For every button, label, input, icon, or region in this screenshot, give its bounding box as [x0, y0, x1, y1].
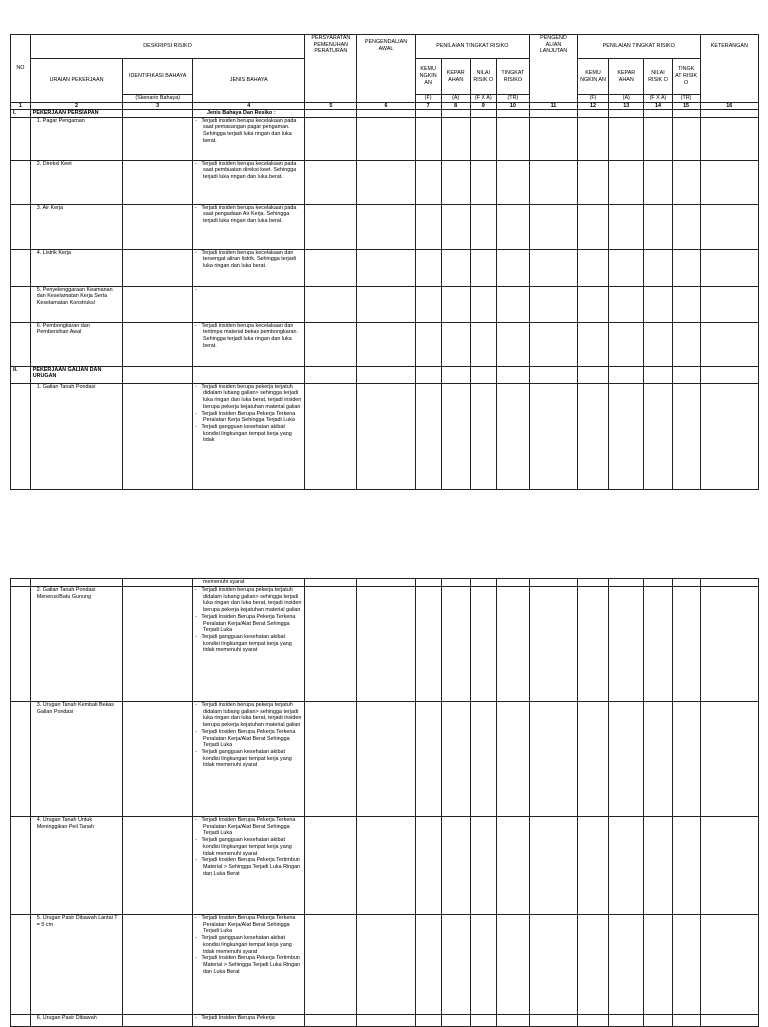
col-number: 5: [305, 103, 357, 110]
hazard-text: Terjadi insiden berupa kecelakaan pada saat pembuatan direksi keet. Sehingga terjadi luka ringan dan luka berat.: [201, 160, 297, 181]
col-number: 14: [644, 103, 672, 110]
header-a-2: (A): [609, 95, 644, 103]
table-row: 6. Urugan Pasir Dibawah - Terjadi Insiden Berupa Pekerja: [11, 1015, 759, 1027]
hazard-text: Terjadi gangguan kesehatan akibat kondisi lingkungan tempat kerja yang tidak memenuhi syarat: [201, 837, 292, 857]
header-tingkat-risiko: TINGKAT RISIKO: [496, 59, 529, 95]
header-keterangan: KETERANGAN: [700, 35, 758, 103]
hazard-text: -: [195, 286, 197, 293]
work-item: 2. Direksi Keet: [36, 160, 72, 167]
work-item: 1. Galian Tanah Pondasi: [36, 383, 96, 390]
table-row: 3. Air Kerja - Terjadi insiden berupa kecelakaan pada saat pengadaan Air Kerja. Sehingga terjadi luka ringan dan luka berat.: [11, 204, 759, 249]
hazard-text: Terjadi Insiden Berupa Pekerja Terkena Peralatan Kerja Sehingga Terjadi Luka: [201, 410, 296, 424]
hazard-text: Terjadi insiden berupa kecelakaan pada saat pemasangan pagar pengaman. Sehingga terjadi luka ringan dan luka berat.: [201, 117, 297, 144]
header-tr: (TR): [496, 95, 529, 103]
column-number-row: [11, 103, 759, 110]
table-row: 4. Urugan Tanah Untuk Meninggikan Peil Tanah - Terjadi Insiden Berupa Pekerja Terkena Peralatan Kerja/Alat Berat Sehingga Terjadi Luka - Terjadi gangguan kesehatan akibat kondisi lingkungan tempat kerja yang tidak memenuhi syarat - Terjadi Insiden Berupa Pekerja Tertimbun Material > Sehingga Terjadi Luka Ringan dan Luka Berat: [11, 817, 759, 915]
section-jenis-label: Jenis Bahaya Dan Resiko :: [193, 110, 305, 118]
risk-table-page-2: [10, 578, 759, 1027]
table-row: 1. Galian Tanah Pondasi - Terjadi insiden berupa pekerja terjatuh didalam lubang galian> sehingga terjadi luka ringan dan luka berat, terjadi insiden berupa pekerja kejatuhan material galian - Terjadi Insiden Berupa Pekerja Terkena Peralatan Kerja Sehingga Terjadi Luka - Terjadi gangguan kesehatan akibat kondisi lingkungan tempat kerja yang tidak: [11, 383, 759, 489]
table-row: 5. Urugan Pasir Dibawah Lantai T = 5 cm - Terjadi Insiden Berupa Pekerja Terkena Peralatan Kerja/Alat Berat Sehingga Terjadi Luka - Terjadi gangguan kesehatan akibat kondisi lingkungan tempat kerja yang tidak memenuhi syarat - Terjadi Insiden Berupa Pekerja Tertimbun Material > Sehingga Terjadi Luka Ringan dan Luka Berat: [11, 915, 759, 1015]
header-keparahan-2: KEPAR AHAN: [609, 59, 644, 95]
hazard-text: Terjadi gangguan kesehatan akibat kondisi lingkungan tempat kerja yang tidak: [201, 423, 292, 444]
col-number: 9: [470, 103, 496, 110]
work-item: 1. Pagar Pengaman: [36, 117, 85, 124]
table-row: [11, 579, 759, 587]
col-number: 11: [530, 103, 578, 110]
header-uraian: URAIAN PEKERJAAN: [30, 59, 123, 103]
col-number: 10: [496, 103, 529, 110]
table-row: 2. Direksi Keet - Terjadi insiden berupa kecelakaan pada saat pembuatan direksi keet. Sehingga terjadi luka ringan dan luka berat.: [11, 160, 759, 204]
section-row-2: [11, 366, 759, 383]
header-kemungkinan: KEMU NGKIN AN: [415, 59, 441, 95]
section-row-1: [11, 110, 759, 118]
hazard-text: Terjadi Insiden Berupa Pekerja Terkena Peralatan Kerja/Alat Berat Sehingga Terjadi Luka: [201, 817, 296, 837]
header-penilaian-2: PENILAIAN TINGKAT RISIKO: [577, 35, 700, 59]
risk-table-page-1: [10, 34, 759, 490]
hazard-text: Terjadi insiden berupa pekerja terjatuh didalam lubang galian> sehingga terjadi luka ringan dan luka berat, terjadi insiden berupa pekerja kejatuhan material galian: [201, 702, 302, 729]
work-item: 6. Urugan Pasir Dibawah: [36, 1015, 97, 1021]
header-fxa-2: (F X A): [644, 95, 672, 103]
section-title: PEKERJAAN GALIAN DAN URUGAN: [30, 366, 123, 383]
header-tingkat-risiko-2: TINGK AT RISIK O: [672, 59, 700, 95]
work-item: 6. Pembongkaran dan Pembersihan Awal: [36, 322, 90, 336]
section-number: II.: [11, 366, 31, 383]
hazard-text: Terjadi insiden berupa kecelakaan pada saat pengadaan Air Kerja. Sehingga terjadi luka ringan dan luka berat.: [201, 204, 297, 225]
col-number: 12: [577, 103, 608, 110]
table-row: 6. Pembongkaran dan Pembersihan Awal - Terjadi insiden berupa kecelakaan dan tertimpa material bekas pembongkaran. Sehingga terjadi luka ringan dan luka berat.: [11, 322, 759, 366]
header-f-2: (F): [577, 95, 608, 103]
header-fxa: (F X A): [470, 95, 496, 103]
header-tr-2: (TR): [672, 95, 700, 103]
header-jenis: JENIS BAHAYA: [193, 59, 305, 103]
hazard-text: Terjadi Insiden Berupa Pekerja Tertimbun Material > Sehingga Terjadi Luka Ringan dan Luka Berat: [201, 955, 301, 975]
header-pengendalian-awal: PENGENDALIAN AWAL: [357, 35, 415, 103]
col-number: 2: [30, 103, 123, 110]
col-number: 16: [700, 103, 758, 110]
work-item: 4. Urugan Tanah Untuk Meninggikan Peil Tanah: [36, 817, 94, 830]
col-number: 15: [672, 103, 700, 110]
header-no: NO: [11, 35, 31, 103]
header-deskripsi-risiko: DESKRIPSI RISIKO: [30, 35, 305, 59]
header-identifikasi-sub: (Skenario Bahaya): [123, 95, 193, 103]
work-item: 3. Air Kerja: [36, 204, 64, 211]
col-number: 3: [123, 103, 193, 110]
header-kemungkinan-2: KEMU NGKIN AN: [577, 59, 608, 95]
header-f: (F): [415, 95, 441, 103]
hazard-text: Terjadi Insiden Berupa Pekerja Terkena Peralatan Kerja/Alat Berat Sehingga Terjadi Luka: [201, 728, 296, 749]
col-number: 7: [415, 103, 441, 110]
hazard-text: Terjadi Insiden Berupa Pekerja Tertimbun Material > Sehingga Terjadi Luka Ringan dan Luka Berat: [201, 857, 301, 877]
table-row: 4. Listrik Kerja - Terjadi insiden berupa kecelakaan dan tersengat aliran listrik. Sehingga terjadi luka ringan dan luka berat.: [11, 249, 759, 286]
table-row: 2. Galian Tanah Pondasi Menerus/Batu Gunung - Terjadi insiden berupa pekerja terjatuh didalam lubang galian> sehingga terjadi luka ringan dan luka berat, terjadi insiden berupa pekerja kejatuhan material galian - Terjadi Insiden Berupa Pekerja Terkena Peralatan Kerja/Alat Berat Sehingga Terjadi Luka - Terjadi gangguan kesehatan akibat kondisi lingkungan tempat kerja yang tidak memenuhi syarat: [11, 587, 759, 702]
table-row: 3. Urugan Tanah Kembali Bekas Galian Pondasi - Terjadi insiden berupa pekerja terjatuh didalam lubang galian> sehingga terjadi luka ringan dan luka berat, terjadi insiden berupa pekerja kejatuhan material galian - Terjadi Insiden Berupa Pekerja Terkena Peralatan Kerja/Alat Berat Sehingga Terjadi Luka - Terjadi gangguan kesehatan akibat kondisi lingkungan tempat kerja yang tidak memenuhi syarat: [11, 702, 759, 817]
hazard-text: memenuhi syarat: [203, 579, 245, 585]
work-item: 3. Urugan Tanah Kembali Bekas Galian Pondasi: [36, 702, 114, 715]
work-item: 5. Urugan Pasir Dibawah Lantai T = 5 cm: [36, 915, 118, 928]
hazard-text: Terjadi insiden berupa kecelakaan dan tersengat aliran listrik. Sehingga terjadi luka ringan dan luka berat.: [201, 249, 296, 270]
hazard-text: Terjadi gangguan kesehatan akibat kondisi lingkungan tempat kerja yang tidak memenuhi syarat: [201, 935, 292, 955]
header-nilai-risiko-2: NILAI RISIK O: [644, 59, 672, 95]
hazard-text: Terjadi Insiden Berupa Pekerja Terkena Peralatan Kerja/Alat Berat Sehingga Terjadi Luka: [201, 613, 296, 634]
header-nilai-risiko: NILAI RISIK O: [470, 59, 496, 95]
table-row: 1. Pagar Pengaman - Terjadi insiden berupa kecelakaan pada saat pemasangan pagar pengaman. Sehingga terjadi luka ringan dan luka berat.: [11, 117, 759, 160]
work-item: 2. Galian Tanah Pondasi Menerus/Batu Gunung: [36, 587, 96, 600]
work-item: 5. Penyelenggaraan Keamanan dan Keselamatan Kerja Serta Keselamatan Konstruksi: [36, 286, 113, 307]
col-number: 6: [357, 103, 415, 110]
col-number: 1: [11, 103, 31, 110]
hazard-text: Terjadi gangguan kesehatan akibat kondisi lingkungan tempat kerja yang tidak memenuhi syarat: [201, 748, 292, 769]
col-number: 8: [441, 103, 470, 110]
section-number: I.: [11, 110, 31, 118]
header-pengendalian-lanjutan: PENGEND ALIAN LANJUTAN: [530, 35, 578, 103]
section-title: PEKERJAAN PERSIAPAN: [30, 110, 123, 118]
hazard-text: Terjadi gangguan kesehatan akibat kondisi lingkungan tempat kerja yang tidak memenuhi syarat: [201, 633, 292, 654]
hazard-text: Terjadi insiden berupa pekerja terjatuh didalam lubang galian> sehingga terjadi luka ringan dan luka berat, terjadi insiden berupa pekerja kejatuhan material galian: [201, 383, 302, 410]
hazard-text: Terjadi insiden berupa pekerja terjatuh didalam lubang galian> sehingga terjadi luka ringan dan luka berat, terjadi insiden berupa pekerja kejatuhan material galian: [201, 587, 302, 614]
col-number: 4: [193, 103, 305, 110]
work-item: 4. Listrik Kerja: [36, 249, 71, 256]
header-identifikasi: IDENTIFIKASI BAHAYA: [123, 59, 193, 95]
header-penilaian-1: PENILAIAN TINGKAT RISIKO: [415, 35, 529, 59]
header-a: (A): [441, 95, 470, 103]
hazard-text: Terjadi insiden berupa kecelakaan dan tertimpa material bekas pembongkaran. Sehingga terjadi luka ringan dan luka berat.: [201, 322, 298, 349]
header-persyaratan: PERSYARATAN PEMENUHAN PERATURAN: [305, 35, 357, 103]
header-keparahan: KEPAR AHAN: [441, 59, 470, 95]
col-number: 13: [609, 103, 644, 110]
hazard-text: Terjadi Insiden Berupa Pekerja: [201, 1015, 275, 1021]
table-row: [11, 286, 759, 322]
hazard-text: Terjadi Insiden Berupa Pekerja Terkena Peralatan Kerja/Alat Berat Sehingga Terjadi Luka: [201, 915, 296, 935]
